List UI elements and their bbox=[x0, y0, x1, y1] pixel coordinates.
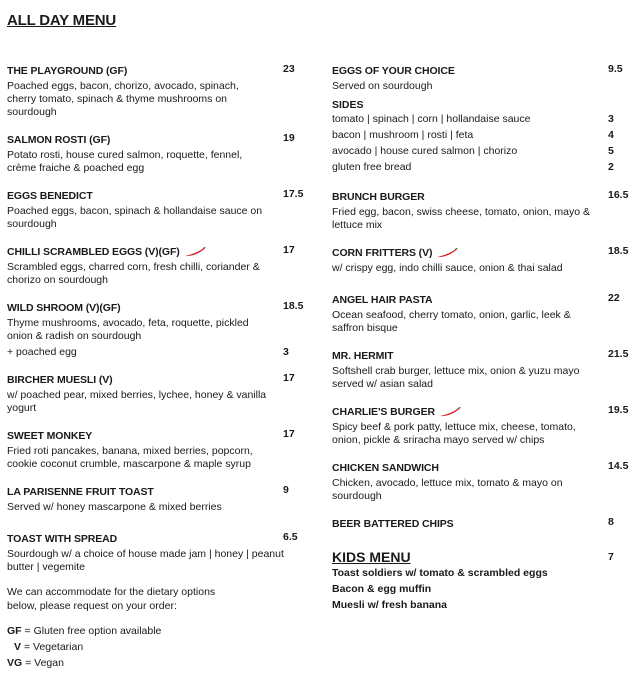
item-price: 19 bbox=[283, 132, 295, 144]
item-extra bbox=[7, 346, 307, 359]
item-price: 23 bbox=[283, 63, 295, 75]
kids-item: Toast soldiers w/ tomato & scrambled eggs bbox=[332, 567, 548, 579]
menu-item bbox=[7, 428, 307, 471]
side-price: 3 bbox=[608, 113, 614, 125]
item-description: Fried roti pancakes, banana, mixed berries, popcorn, cookie coconut crumble, mascarpone & maple syrup bbox=[7, 445, 253, 470]
legend-gf bbox=[7, 623, 307, 639]
extra-label: + poached egg bbox=[7, 346, 77, 358]
item-name: CORN FRITTERS (V) bbox=[332, 246, 433, 259]
sides-title: SIDES bbox=[332, 99, 364, 111]
kids-item: Muesli w/ fresh banana bbox=[332, 599, 447, 611]
item-description: Sourdough w/ a choice of house made jam | honey | peanut butter | vegemite bbox=[7, 548, 284, 573]
side-row bbox=[332, 111, 632, 127]
menu-item bbox=[332, 516, 632, 531]
item-price: 8 bbox=[608, 516, 614, 528]
item-description: Poached eggs, bacon, spinach & hollandaise sauce on sourdough bbox=[7, 205, 263, 230]
item-description: Spicy beef & pork patty, lettuce mix, cheese, tomato, onion, pickle & sriracha mayo served w/ chips bbox=[332, 421, 576, 446]
item-price: 18.5 bbox=[608, 245, 629, 257]
kids-menu bbox=[332, 549, 632, 613]
kids-menu-title: KIDS MENU bbox=[332, 549, 411, 565]
kids-item: Bacon & egg muffin bbox=[332, 583, 432, 595]
legend-v bbox=[7, 639, 307, 655]
side-label: tomato | spinach | corn | hollandaise sauce bbox=[332, 113, 531, 125]
item-price: 17 bbox=[283, 244, 295, 256]
item-name: CHARLIE'S BURGER bbox=[332, 405, 435, 418]
legend-key: VG bbox=[7, 657, 23, 669]
item-name: BEER BATTERED CHIPS bbox=[332, 517, 454, 530]
item-description: w/ poached pear, mixed berries, lychee, honey & vanilla yogurt bbox=[7, 389, 267, 414]
legend-key: GF bbox=[7, 625, 22, 637]
item-name: EGGS OF YOUR CHOICE bbox=[332, 64, 455, 77]
side-price: 4 bbox=[608, 129, 614, 141]
item-name: BRUNCH BURGER bbox=[332, 190, 425, 203]
side-price: 2 bbox=[608, 161, 614, 173]
item-price: 19.5 bbox=[608, 404, 629, 416]
item-description: w/ crispy egg, indo chilli sauce, onion & thai salad bbox=[332, 262, 563, 274]
item-description: Served w/ honey mascarpone & mixed berries bbox=[7, 501, 222, 513]
menu-item bbox=[7, 132, 307, 175]
menu-item bbox=[332, 245, 632, 275]
menu-item bbox=[7, 531, 307, 574]
menu-item bbox=[332, 404, 632, 447]
extra-price: 3 bbox=[283, 346, 289, 358]
side-row bbox=[332, 127, 632, 143]
item-description: Potato rosti, house cured salmon, roquette, fennel, crème fraiche & poached egg bbox=[7, 149, 243, 174]
chili-icon bbox=[436, 248, 458, 258]
item-price: 17 bbox=[283, 372, 295, 384]
menu-item bbox=[7, 372, 307, 415]
legend-value: = Vegan bbox=[25, 657, 64, 669]
chili-icon bbox=[439, 407, 461, 417]
item-name: BIRCHER MUESLI (V) bbox=[7, 373, 113, 386]
item-name: MR. HERMIT bbox=[332, 349, 394, 362]
item-name: LA PARISENNE FRUIT TOAST bbox=[7, 485, 154, 498]
item-description: Served on sourdough bbox=[332, 80, 433, 92]
menu-item bbox=[7, 244, 307, 287]
item-description: Ocean seafood, cherry tomato, onion, garlic, leek & saffron bisque bbox=[332, 309, 571, 334]
menu-item bbox=[332, 292, 632, 335]
right-column bbox=[332, 63, 632, 613]
item-description: Chicken, avocado, lettuce mix, tomato & mayo on sourdough bbox=[332, 477, 563, 502]
item-name: WILD SHROOM (V)(GF) bbox=[7, 301, 121, 314]
item-price: 9 bbox=[283, 484, 289, 496]
menu-item bbox=[332, 63, 632, 93]
menu-item bbox=[332, 460, 632, 503]
item-price: 14.5 bbox=[608, 460, 629, 472]
item-description: Thyme mushrooms, avocado, feta, roquette, pickled onion & radish on sourdough bbox=[7, 317, 249, 342]
item-name: ANGEL HAIR PASTA bbox=[332, 293, 433, 306]
side-row bbox=[332, 159, 632, 175]
legend-vg bbox=[7, 655, 307, 671]
menu-item bbox=[7, 63, 307, 119]
item-price: 6.5 bbox=[283, 531, 298, 543]
item-name: TOAST WITH SPREAD bbox=[7, 532, 118, 545]
kids-price: 7 bbox=[608, 551, 614, 563]
sides-section bbox=[332, 99, 632, 175]
item-description: Poached eggs, bacon, chorizo, avocado, spinach, cherry tomato, spinach & thyme mushrooms on sourdough bbox=[7, 80, 239, 118]
menu-item bbox=[7, 188, 307, 231]
item-price: 17.5 bbox=[283, 188, 304, 200]
side-label: gluten free bread bbox=[332, 161, 412, 173]
legend-value: = Vegetarian bbox=[23, 641, 84, 653]
menu-item bbox=[7, 300, 307, 359]
menu-item bbox=[7, 484, 307, 514]
side-label: bacon | mushroom | rosti | feta bbox=[332, 129, 474, 141]
item-price: 16.5 bbox=[608, 189, 629, 201]
item-price: 17 bbox=[283, 428, 295, 440]
dietary-note: We can accommodate for the dietary options below, please request on your order: bbox=[7, 586, 216, 612]
item-description: Fried egg, bacon, swiss cheese, tomato, onion, mayo & lettuce mix bbox=[332, 206, 590, 231]
item-name: THE PLAYGROUND (GF) bbox=[7, 64, 128, 77]
page-title: ALL DAY MENU bbox=[7, 12, 117, 29]
item-name: EGGS BENEDICT bbox=[7, 189, 93, 202]
item-price: 22 bbox=[608, 292, 620, 304]
menu-item bbox=[332, 348, 632, 391]
legend-key: V bbox=[14, 641, 22, 653]
item-name: SALMON ROSTI (GF) bbox=[7, 133, 111, 146]
left-column bbox=[7, 63, 307, 671]
item-price: 9.5 bbox=[608, 63, 623, 75]
legend-value: = Gluten free option available bbox=[24, 625, 162, 637]
item-description: Softshell crab burger, lettuce mix, onion & yuzu mayo served w/ asian salad bbox=[332, 365, 580, 390]
side-label: avocado | house cured salmon | chorizo bbox=[332, 145, 518, 157]
item-price: 21.5 bbox=[608, 348, 629, 360]
item-price: 18.5 bbox=[283, 300, 304, 312]
menu-item bbox=[332, 189, 632, 232]
side-row bbox=[332, 143, 632, 159]
item-name: CHICKEN SANDWICH bbox=[332, 461, 439, 474]
item-description: Scrambled eggs, charred corn, fresh chilli, coriander & chorizo on sourdough bbox=[7, 261, 260, 286]
side-price: 5 bbox=[608, 145, 614, 157]
item-name: CHILLI SCRAMBLED EGGS (V)(GF) bbox=[7, 245, 180, 258]
chili-icon bbox=[184, 247, 206, 257]
item-name: SWEET MONKEY bbox=[7, 429, 93, 442]
